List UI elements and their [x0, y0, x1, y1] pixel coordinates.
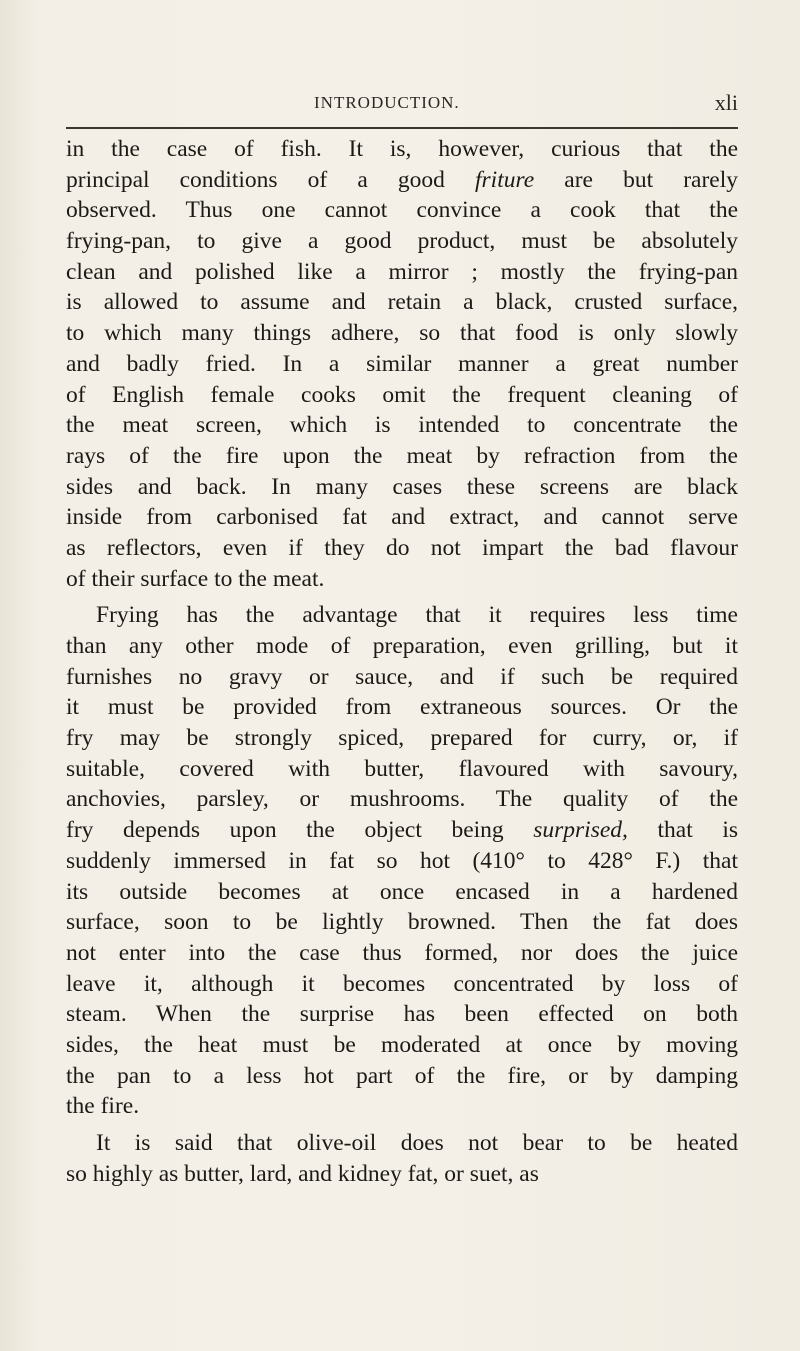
text-line: fry depends upon the object being surprised, that is	[66, 817, 738, 844]
italic-term: friture	[474, 166, 535, 193]
text-line: and badly fried. In a similar manner a great number	[66, 350, 738, 377]
text-line: sides, the heat must be moderated at once by moving	[66, 1031, 738, 1058]
body-text	[66, 134, 738, 1189]
text-line: anchovies, parsley, or mushrooms. The quality of the	[66, 786, 738, 813]
text-line: is allowed to assume and retain a black, crusted surface,	[66, 289, 738, 316]
running-head	[66, 90, 738, 123]
text-line: to which many things adhere, so that food is only slowly	[66, 320, 738, 347]
text-line: it must be provided from extraneous sources. Or the	[66, 694, 738, 721]
text-line: inside from carbonised fat and extract, and cannot serve	[66, 504, 738, 531]
text-line: of English female cooks omit the frequent cleaning of	[66, 381, 738, 408]
text-line: suitable, covered with butter, flavoured with savoury,	[66, 755, 738, 782]
text-line: than any other mode of preparation, even grilling, but it	[66, 633, 738, 659]
text-line: suddenly immersed in fat so hot (410° to 428° F.) that	[66, 847, 738, 874]
header-rule	[66, 127, 738, 129]
text-line: Frying has the advantage that it requires less time	[96, 602, 738, 629]
text-line: sides and back. In many cases these screens are black	[66, 473, 738, 500]
text-line: of their surface to the meat.	[66, 565, 325, 592]
text-line: its outside becomes at once encased in a hardened	[66, 878, 738, 905]
text-line: rays of the fire upon the meat by refraction from the	[66, 442, 738, 469]
text-line: the pan to a less hot part of the fire, or by damping	[66, 1062, 738, 1089]
text-line: clean and polished like a mirror ; mostly the frying-pan	[66, 258, 738, 285]
running-title: INTRODUCTION.	[314, 93, 460, 112]
text-line: It is said that olive-oil does not bear to be heated	[96, 1130, 738, 1156]
text-line: the fire.	[66, 1093, 140, 1120]
text-line: observed. Thus one cannot convince a cook that the	[66, 197, 738, 224]
text-line: leave it, although it becomes concentrated by loss of	[66, 970, 738, 997]
text-line: steam. When the surprise has been effected on both	[66, 1001, 738, 1028]
text-line: not enter into the case thus formed, nor does the juice	[66, 939, 738, 966]
text-line: principal conditions of a good friture are but rarely	[66, 166, 738, 193]
page-number: xli	[714, 90, 738, 115]
text-line: so highly as butter, lard, and kidney fat, or suet, as	[66, 1160, 539, 1187]
text-line: as reflectors, even if they do not impart the bad flavour	[66, 534, 738, 561]
text-line: furnishes no gravy or sauce, and if such be required	[66, 663, 738, 690]
text-line: surface, soon to be lightly browned. Then the fat does	[66, 909, 738, 936]
text-line: frying-pan, to give a good product, must be absolutely	[66, 228, 738, 255]
italic-term: surprised,	[533, 817, 628, 844]
text-line: the meat screen, which is intended to concentrate the	[66, 412, 738, 439]
text-line: fry may be strongly spiced, prepared for curry, or, if	[66, 725, 738, 752]
text-line: in the case of fish. It is, however, curious that the	[66, 136, 738, 162]
